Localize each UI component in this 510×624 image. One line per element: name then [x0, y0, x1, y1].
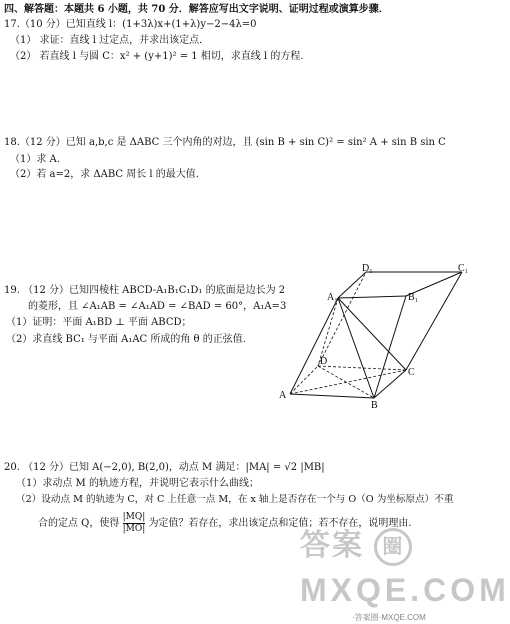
q18-part1: （1）求 A．: [10, 154, 67, 165]
label-A1: A₁: [327, 292, 338, 303]
q20-part2-line1: （2）设动点 M 的轨迹为 C，对 C 上任意一点 M，在 x 轴上是否存在一个与 O（O 为坐标原点）不重: [16, 494, 454, 505]
q19-stem-line2: 的菱形，且 ∠A₁AB = ∠A₁AD = ∠BAD = 60°，A₁A=3: [28, 301, 287, 312]
watermark-small: ·答案圈·MXQE.COM: [352, 613, 426, 622]
ratio-fraction: [123, 512, 146, 535]
q17-stem: 17.（10 分）已知直线 l：(1+3λ)x+(1+λ)y−2−4λ=0: [4, 19, 257, 30]
section-heading: 四、解答题：本题共 6 小题，共 70 分．解答应写出文字说明、证明过程或演算步骤．: [4, 4, 389, 15]
label-D1: D₁: [362, 263, 373, 274]
label-D: D: [320, 356, 328, 367]
q17-part2: （2） 若直线 l 与圆 C：x² + (y+1)² = 1 相切，求直线 l 的方程.: [10, 51, 304, 62]
q19-part2: （2）求直线 BC₁ 与平面 A₁AC 所成的角 θ 的正弦值.: [6, 334, 246, 345]
label-C: C: [408, 367, 415, 378]
watermark-top: [300, 520, 412, 566]
label-B: B: [371, 400, 378, 411]
q17-part1: （1） 求证：直线 l 过定点，并求出该定点．: [10, 35, 210, 46]
label-B1: B₁: [408, 292, 419, 303]
watermark-seal: 圈: [374, 528, 412, 566]
q20-stem: 20. （12 分）已知 A(−2,0), B(2,0)，动点 M 满足：|MA| = √2 |MB|: [4, 462, 325, 473]
ratio-numerator: |MQ|: [122, 512, 146, 522]
q19-part1: （1）证明：平面 A₁BD ⊥ 平面 ABCD；: [6, 317, 192, 328]
q20-part1: （1）求动点 M 的轨迹方程，并说明它表示什么曲线；: [16, 478, 259, 489]
q18-part2: （2）若 a=2，求 ΔABC 周长 l 的最大值.: [10, 169, 199, 180]
q20-part2-post: 为定值？若存在，求出该定点和定值；若不存在，说明理由.: [148, 518, 412, 529]
q18-stem: 18.（12 分）已知 a,b,c 是 ΔABC 三个内角的对边，且 (sin B + sin C)² = sin² A + sin B sin C: [4, 137, 446, 148]
watermark-bottom: MXQE.COM: [300, 572, 510, 608]
q20-part2-pre: 合的定点 Q，使得: [38, 518, 120, 529]
prism-diagram: [279, 262, 472, 411]
watermark-top-text: 答案: [300, 529, 364, 562]
label-A: A: [279, 390, 287, 401]
ratio-denominator: |MO|: [122, 524, 146, 534]
label-C1: C₁: [458, 263, 469, 274]
q19-stem-line1: 19. （12 分）已知四棱柱 ABCD-A₁B₁C₁D₁ 的底面是边长为 2: [4, 285, 286, 296]
